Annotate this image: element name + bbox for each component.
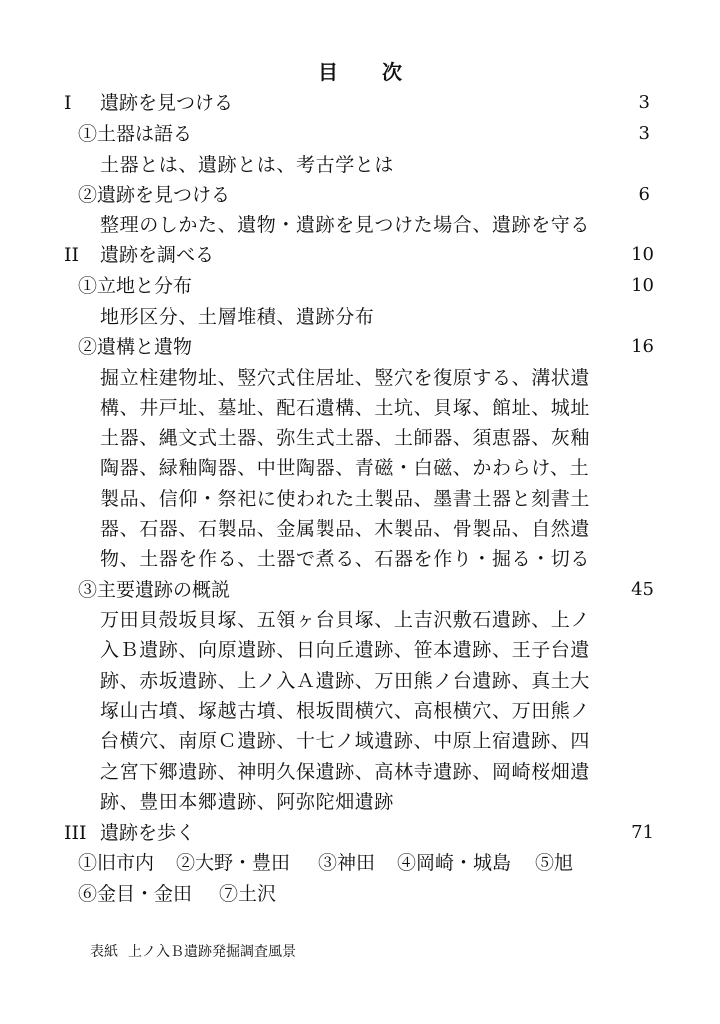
- chapter-title: 遺跡を調べる: [100, 244, 215, 266]
- section-description: [0, 605, 720, 635]
- page-title: [0, 58, 720, 86]
- chapter-title: 遺跡を見つける: [100, 92, 234, 114]
- walk-area-item[interactable]: ①旧市内: [78, 852, 155, 874]
- section-description: [0, 514, 720, 544]
- description-line: 土器とは、遺跡とは、考古学とは: [100, 154, 395, 176]
- description-line: 物、土器を作る、土器で煮る、石器を作り・掘る・切る: [100, 548, 591, 570]
- description-line: 塚山古墳、塚越古墳、根坂間横穴、高根横穴、万田熊ノ: [100, 700, 591, 722]
- section-title: ②遺跡を見つける: [78, 184, 231, 206]
- toc-chapter-1[interactable]: [0, 88, 720, 118]
- description-line: 整理のしかた、遺物・遺跡を見つけた場合、遺跡を守る: [100, 214, 591, 236]
- page-number: 3: [638, 123, 650, 144]
- leader-dots: [199, 818, 627, 848]
- description-line: 構、井戸址、墓址、配石遺構、土坑、貝塚、館址、城址: [100, 397, 591, 419]
- toc-section[interactable]: [0, 119, 720, 149]
- section-description: [0, 544, 720, 574]
- chapter-number: I: [64, 92, 72, 114]
- description-line: 製品、信仰・祭祀に使われた土製品、墨書土器と刻書土: [100, 488, 591, 510]
- section-title: ②遺構と遺物: [78, 336, 193, 358]
- toc-chapter-3[interactable]: [0, 818, 720, 848]
- page-number: 16: [631, 336, 654, 357]
- toc-section[interactable]: [0, 271, 720, 301]
- toc-section[interactable]: [0, 332, 720, 362]
- chapter-title: 遺跡を歩く: [100, 822, 196, 844]
- leader-dots: [196, 119, 635, 149]
- page-number: 71: [631, 822, 654, 843]
- section-description: [0, 393, 720, 423]
- section-title: ③主要遺跡の概説: [78, 579, 231, 601]
- walk-area-item[interactable]: ⑥金目・金田: [78, 883, 193, 905]
- walk-area-item[interactable]: ③神田: [318, 852, 376, 874]
- section-title: ①立地と分布: [78, 275, 193, 297]
- walk-area-list: [0, 848, 720, 878]
- description-line: 地形区分、土層堆積、遺跡分布: [100, 306, 375, 328]
- cover-caption: [90, 942, 296, 962]
- walk-area-list: [0, 879, 720, 909]
- title-char: 目: [318, 60, 338, 84]
- page-number: 10: [631, 275, 654, 296]
- description-line: 土器、縄文式土器、弥生式土器、土師器、須恵器、灰釉: [100, 427, 591, 449]
- walk-area-item[interactable]: ⑤旭: [535, 852, 574, 874]
- section-description: [0, 210, 720, 240]
- description-line: 陶器、緑釉陶器、中世陶器、青磁・白磁、かわらけ、土: [100, 457, 590, 479]
- section-description: [0, 423, 720, 453]
- description-line: 跡、赤坂遺跡、上ノ入Ａ遺跡、万田熊ノ台遺跡、真土大: [100, 670, 591, 692]
- leader-dots: [196, 271, 627, 301]
- page-number: 3: [638, 92, 650, 113]
- walk-area-item[interactable]: ④岡崎・城島: [397, 852, 512, 874]
- description-line: 入Ｂ遺跡、向原遺跡、日向丘遺跡、笹本遺跡、王子台遺: [100, 639, 591, 661]
- toc-section[interactable]: [0, 180, 720, 210]
- page-number: 6: [638, 184, 650, 205]
- chapter-number: III: [64, 822, 87, 844]
- section-description: [0, 150, 720, 180]
- section-description: [0, 635, 720, 665]
- section-description: [0, 666, 720, 696]
- leader-dots: [196, 332, 627, 362]
- section-description: [0, 787, 720, 817]
- page-number: 10: [631, 244, 654, 265]
- walk-area-item[interactable]: ②大野・豊田: [176, 852, 291, 874]
- page-number: 45: [631, 579, 654, 600]
- caption-text: 上ノ入Ｂ遺跡発掘調査風景: [128, 944, 296, 960]
- leader-dots: [218, 240, 627, 270]
- leader-dots: [237, 88, 635, 118]
- toc-chapter-2[interactable]: [0, 240, 720, 270]
- section-description: [0, 726, 720, 756]
- section-description: [0, 757, 720, 787]
- leader-dots: [234, 575, 627, 605]
- toc-section[interactable]: [0, 575, 720, 605]
- description-line: 跡、豊田本郷遺跡、阿弥陀畑遺跡: [100, 791, 395, 813]
- description-line: 万田貝殻坂貝塚、五領ヶ台貝塚、上吉沢敷石遺跡、上ノ: [100, 609, 591, 631]
- section-title: ①土器は語る: [78, 123, 193, 145]
- description-line: 器、石器、石製品、金属製品、木製品、骨製品、自然遺: [100, 518, 591, 540]
- description-line: 台横穴、南原Ｃ遺跡、十七ノ域遺跡、中原上宿遺跡、四: [100, 730, 591, 752]
- section-description: [0, 484, 720, 514]
- title-char: 次: [382, 60, 402, 84]
- description-line: 掘立柱建物址、竪穴式住居址、竪穴を復原する、溝状遺: [100, 367, 591, 389]
- caption-label: 表紙: [90, 944, 118, 960]
- section-description: [0, 453, 720, 483]
- section-description: [0, 302, 720, 332]
- chapter-number: II: [64, 244, 80, 266]
- leader-dots: [234, 180, 635, 210]
- section-description: [0, 696, 720, 726]
- walk-area-item[interactable]: ⑦土沢: [219, 883, 277, 905]
- description-line: 之宮下郷遺跡、神明久保遺跡、高林寺遺跡、岡崎桜畑遺: [100, 761, 591, 783]
- section-description: [0, 363, 720, 393]
